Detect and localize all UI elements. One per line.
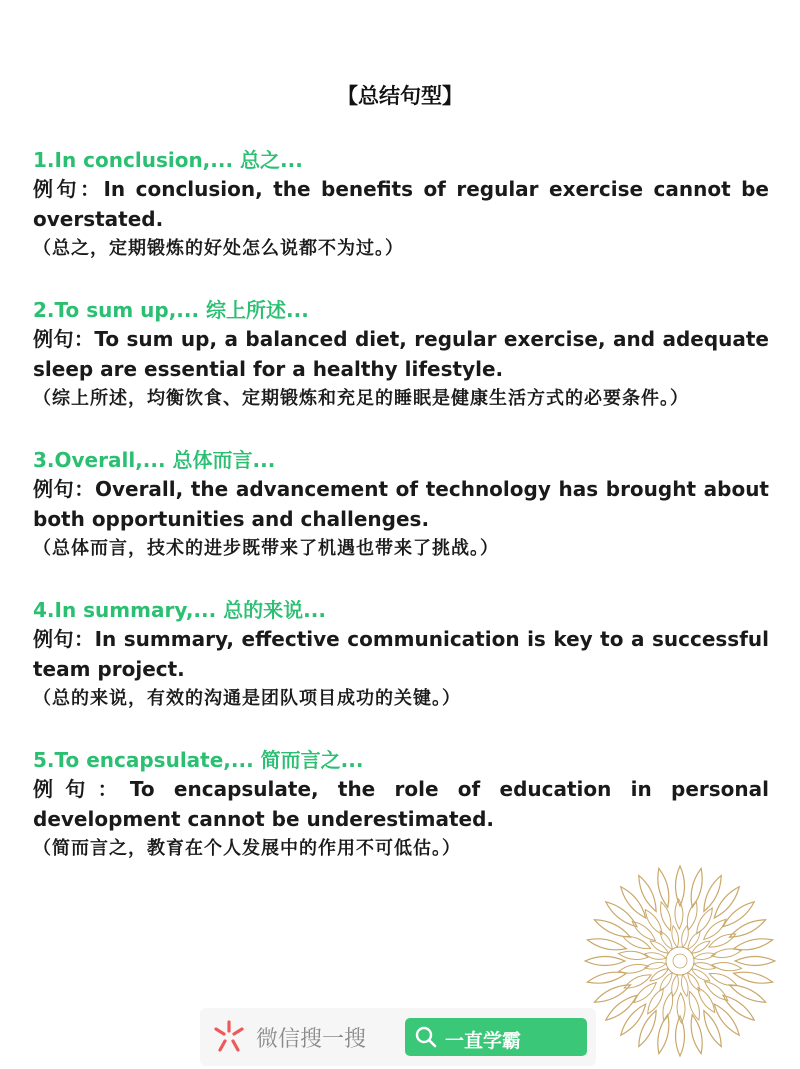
pattern-section-4: [33, 596, 769, 713]
pattern-section-2: [33, 296, 769, 413]
flower-petal: [645, 953, 667, 960]
pattern-section-5: [33, 746, 769, 863]
pattern-example: 例句：Overall, the advancement of technology has brought about both opportunities and challenges.: [33, 477, 769, 531]
flower-petal: [697, 908, 713, 934]
flower-petal: [712, 949, 742, 958]
flower-petal: [587, 972, 626, 983]
flower-petal: [676, 866, 685, 906]
pattern-heading: 3.Overall,... 总体而言...: [33, 448, 276, 472]
pattern-heading: 2.To sum up,... 综上所述...: [33, 298, 309, 322]
flower-petal: [694, 953, 716, 960]
flower-petal: [734, 939, 773, 950]
flower-petal: [650, 969, 668, 981]
flower-petal: [692, 941, 710, 953]
flower-petal: [650, 941, 668, 953]
pattern-translation: （总体而言，技术的进步既带来了机遇也带来了挑战。）: [33, 538, 499, 559]
pattern-example: 例句：To encapsulate, the role of education in personal development cannot be underestimated.: [33, 777, 769, 831]
flower-petal: [692, 969, 710, 981]
pattern-translation: （总之，定期锻炼的好处怎么说都不为过。）: [33, 238, 404, 259]
flower-petal: [623, 936, 651, 948]
wechat-search-bar: [200, 1008, 596, 1066]
pattern-example: 例句：In summary, effective communication is key to a successful team project.: [33, 627, 769, 681]
sentence-pattern-list: [33, 146, 769, 896]
flower-petal: [663, 992, 673, 1021]
flower-petal: [694, 963, 716, 970]
magnifier-icon: [415, 1026, 437, 1048]
search-term-box[interactable]: [405, 1018, 587, 1056]
flower-petal: [619, 964, 649, 973]
pattern-heading: 1.In conclusion,... 总之...: [33, 148, 303, 172]
pattern-translation: （总的来说，有效的沟通是团队项目成功的关键。）: [33, 688, 461, 709]
flower-petal: [681, 975, 688, 997]
pattern-heading: 4.In summary,... 总的来说...: [33, 598, 326, 622]
page-title: 【总结句型】: [337, 84, 463, 108]
pattern-heading: 5.To encapsulate,... 简而言之...: [33, 748, 364, 772]
flower-petal: [672, 975, 679, 997]
flower-petal: [689, 991, 699, 1020]
flower-petal: [734, 972, 773, 983]
pattern-translation: （综上所述，均衡饮食、定期锻炼和充足的睡眠是健康生活方式的必要条件。）: [33, 388, 689, 409]
flower-petal: [687, 901, 697, 930]
flower-petal: [735, 957, 775, 966]
flower-petal: [688, 931, 700, 949]
pattern-section-1: [33, 146, 769, 263]
flower-petal: [698, 988, 715, 1013]
pattern-example: 例句：In conclusion, the benefits of regular exercise cannot be overstated.: [33, 177, 769, 231]
flower-petal: [682, 926, 689, 948]
flower-petal: [618, 951, 648, 959]
flower-petal: [645, 962, 667, 969]
flower-petal: [691, 1015, 702, 1054]
flower-petal: [658, 868, 669, 907]
flower-petal: [587, 939, 626, 950]
flower-petal: [661, 902, 671, 931]
pattern-section-3: [33, 446, 769, 563]
wechat-search-logo-icon: [212, 1019, 246, 1055]
flower-petal: [672, 926, 679, 948]
flower-petal: [660, 973, 672, 991]
flower-petal: [648, 988, 664, 1014]
flower-petal: [709, 973, 737, 985]
pattern-example: 例句：To sum up, a balanced diet, regular exercise, and adequate sleep are essential for a healthy lifestyle.: [33, 327, 769, 381]
flower-petal: [712, 962, 742, 970]
search-term: 一直学霸: [445, 1030, 522, 1052]
flower-decoration-icon: [580, 861, 780, 1061]
flower-petal: [645, 910, 662, 935]
pattern-translation: （简而言之，教育在个人发展中的作用不可低估。）: [33, 838, 461, 859]
flower-petal: [676, 1016, 685, 1056]
flower-petal: [585, 957, 625, 966]
wechat-search-label: 微信搜一搜: [256, 1027, 367, 1052]
